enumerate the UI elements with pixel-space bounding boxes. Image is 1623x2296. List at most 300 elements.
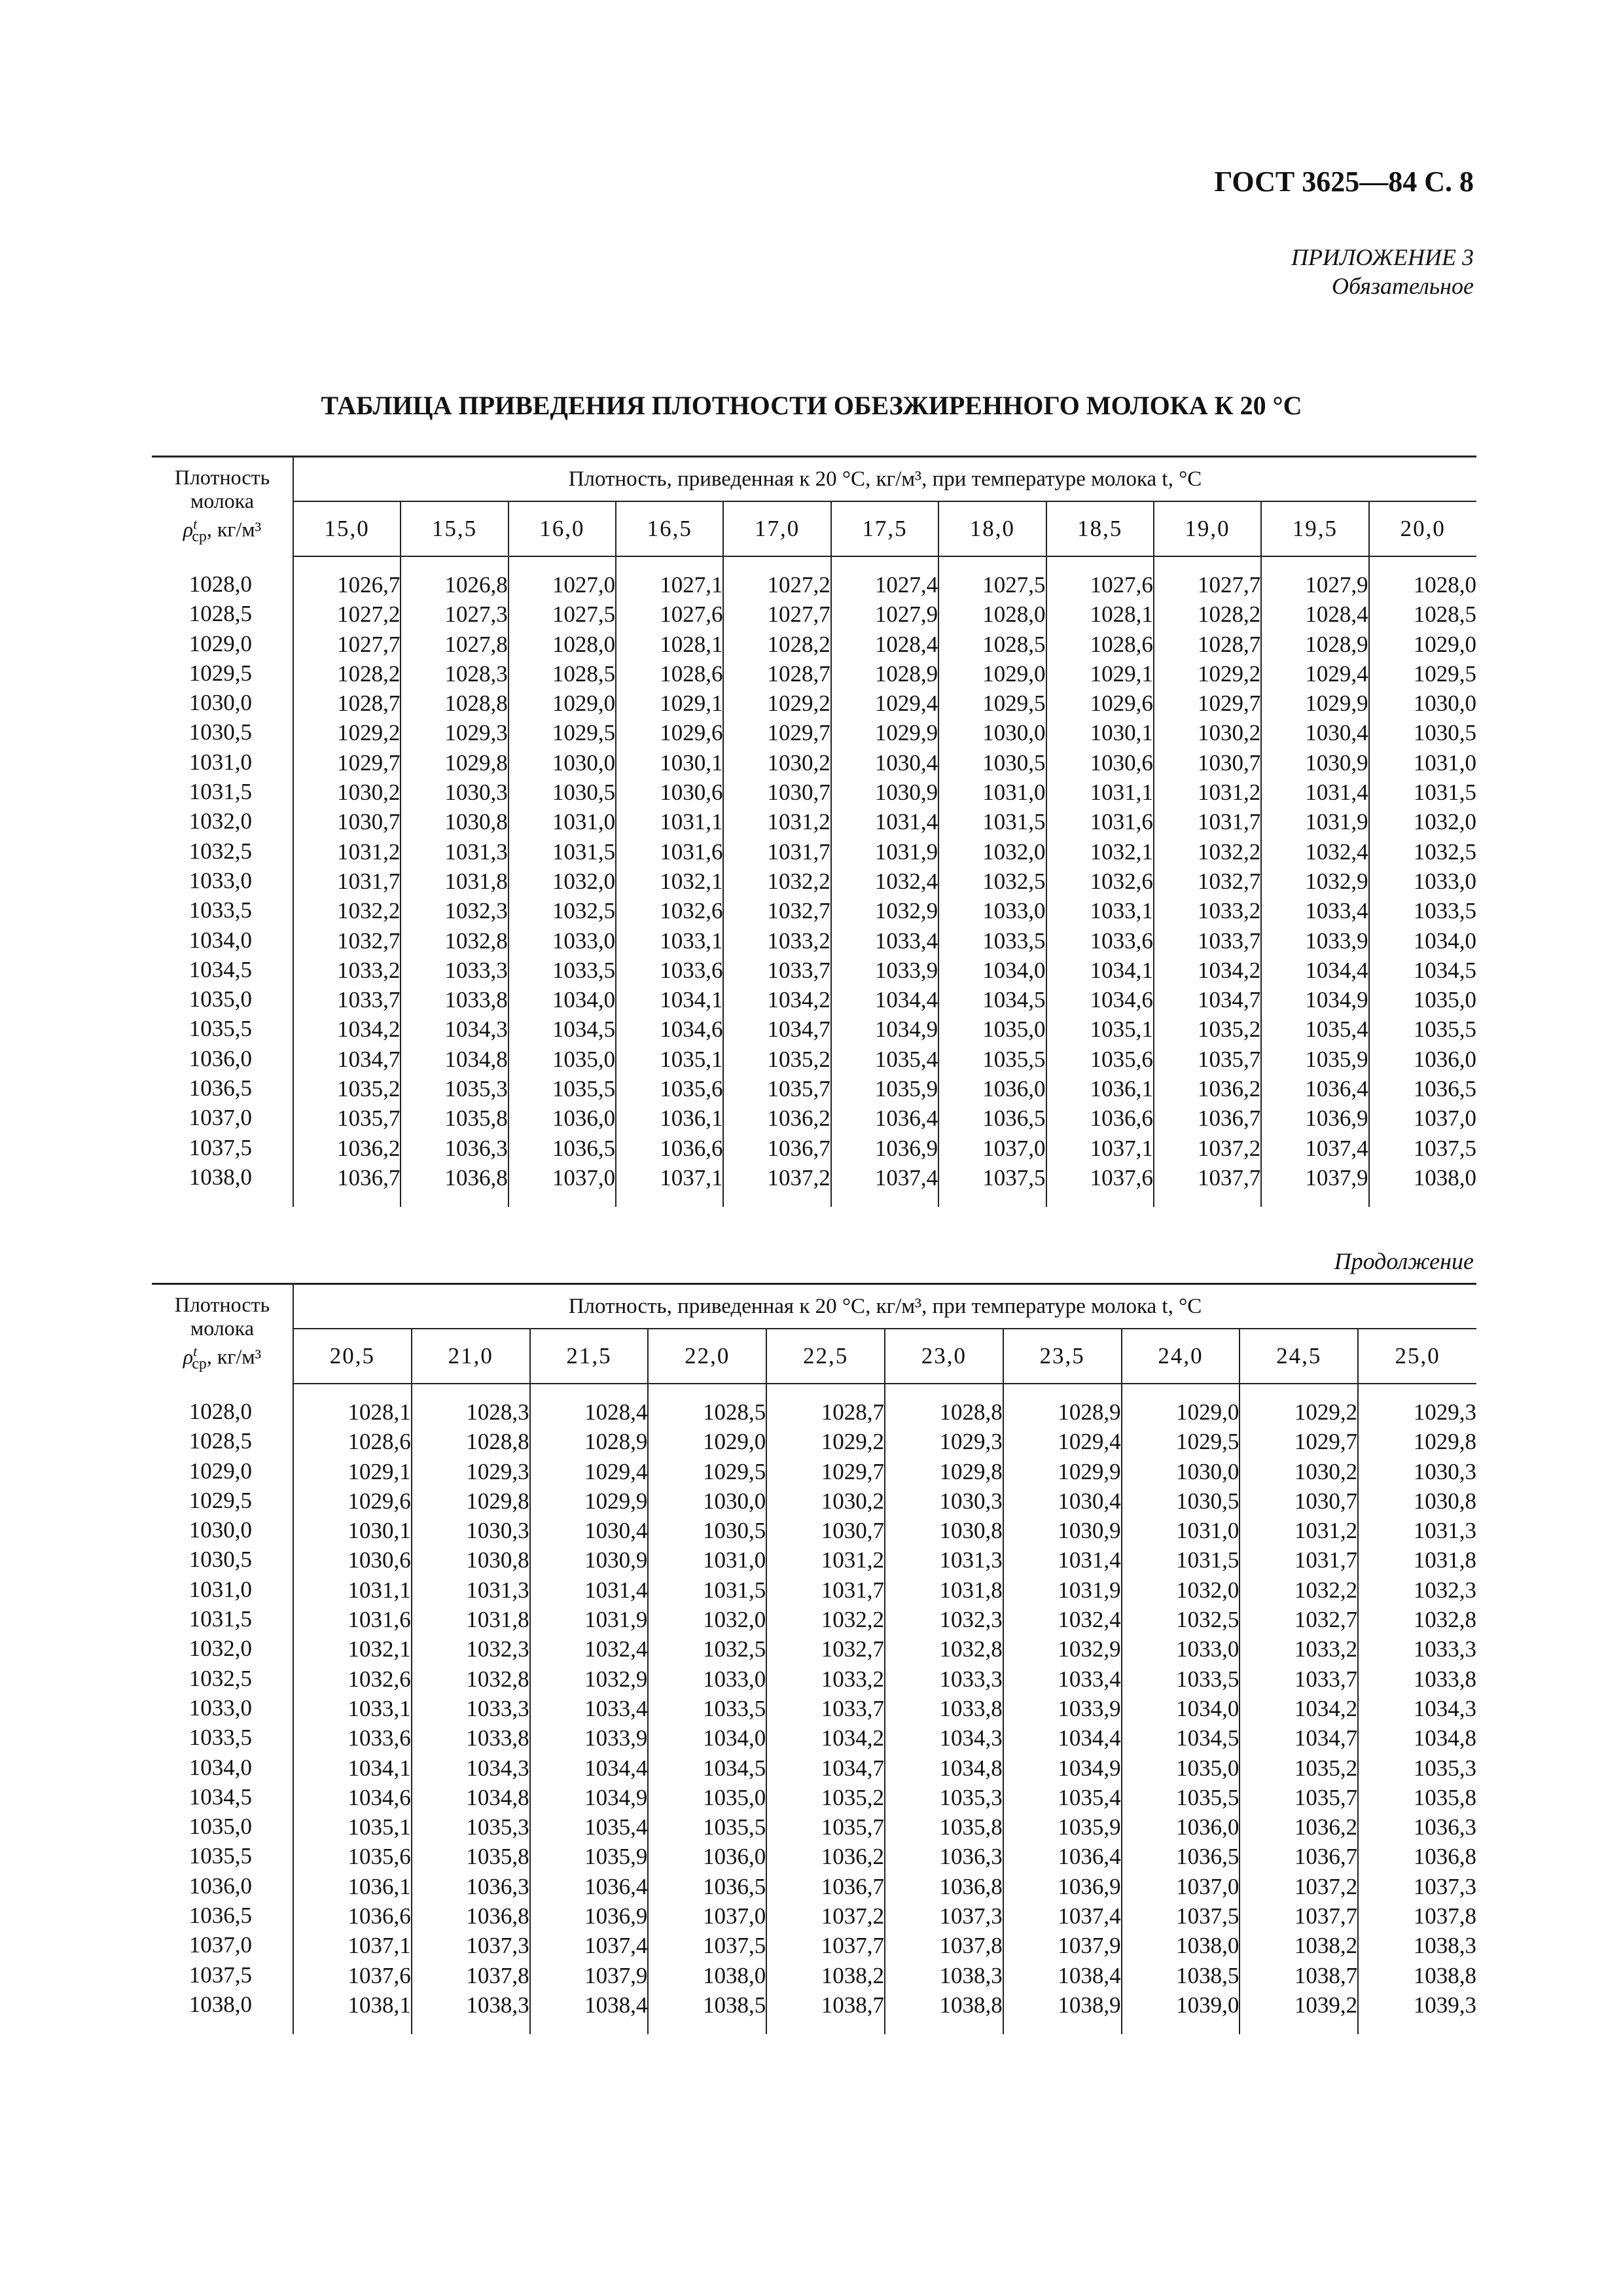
- table-cell: 1031,2: [767, 809, 830, 835]
- table-cell: 1031,5: [702, 1577, 766, 1603]
- table-cell: 1031,8: [1413, 1547, 1476, 1573]
- table-cell: 1033,0: [702, 1666, 766, 1692]
- value-column: [1003, 1384, 1122, 2034]
- table-cell: 1036,7: [1197, 1105, 1261, 1132]
- table-cell: 1030,5: [702, 1518, 766, 1544]
- table-cell: 1036,6: [348, 1903, 411, 1929]
- table-cell: 1032,4: [1305, 838, 1368, 865]
- table-cell: 1031,2: [337, 838, 401, 865]
- first-column-header: [152, 457, 293, 557]
- table-cell: 1037,3: [1413, 1873, 1476, 1899]
- table-cell: 1029,3: [466, 1458, 529, 1484]
- table-cell: 1028,8: [939, 1399, 1003, 1425]
- table-cell: 1033,6: [1090, 927, 1153, 954]
- table-cell: 1032,0: [1176, 1577, 1240, 1603]
- temperature-header: 24,0: [1122, 1329, 1240, 1384]
- table-cell: 1033,5: [552, 957, 616, 983]
- density-value: 1035,0: [188, 1814, 252, 1840]
- table-cell: 1037,6: [1090, 1164, 1153, 1191]
- table-cell: 1033,2: [1294, 1636, 1358, 1662]
- table-cell: 1030,2: [1197, 720, 1261, 746]
- table-cell: 1031,2: [1294, 1518, 1358, 1544]
- table-cell: 1030,9: [1305, 749, 1368, 776]
- table-cell: 1034,3: [444, 1016, 508, 1043]
- table-cell: 1028,3: [466, 1399, 529, 1425]
- table-cell: 1034,7: [767, 1016, 830, 1043]
- milk-label: молока: [190, 1316, 255, 1340]
- table-cell: 1028,8: [444, 691, 508, 717]
- table-cell: 1035,4: [874, 1046, 938, 1072]
- table-cell: 1030,5: [1176, 1488, 1240, 1514]
- table-cell: 1035,1: [1090, 1016, 1153, 1043]
- table-cell: 1027,2: [337, 601, 401, 628]
- table-cell: 1028,0: [1413, 572, 1476, 598]
- table-cell: 1032,8: [939, 1636, 1003, 1662]
- temperature-header: 23,0: [885, 1329, 1003, 1384]
- table-cell: 1031,6: [348, 1607, 411, 1633]
- table-cell: 1033,9: [584, 1725, 648, 1751]
- table-cell: 1039,2: [1294, 1992, 1358, 2018]
- table-cell: 1029,2: [821, 1429, 884, 1455]
- density-value: 1037,0: [188, 1932, 252, 1958]
- table-cell: 1030,7: [1294, 1488, 1358, 1514]
- table-cell: 1033,0: [552, 927, 616, 954]
- table-cell: 1028,7: [767, 660, 830, 687]
- table-cell: 1033,8: [939, 1695, 1003, 1721]
- table-cell: 1032,3: [444, 898, 508, 924]
- table-cell: 1028,6: [660, 660, 723, 687]
- rho-superscript: t: [193, 516, 198, 532]
- table-cell: 1037,5: [702, 1933, 766, 1959]
- table-cell: 1037,2: [1294, 1873, 1358, 1899]
- table-cell: 1033,9: [874, 957, 938, 983]
- density-value: 1034,5: [188, 956, 252, 982]
- value-column: [648, 1384, 766, 2034]
- table-cell: 1031,0: [1413, 749, 1476, 776]
- table-cell: 1029,3: [939, 1429, 1003, 1455]
- table-cell: 1029,5: [982, 691, 1046, 717]
- table-cell: 1033,7: [1294, 1666, 1358, 1692]
- table-cell: 1033,7: [1197, 927, 1261, 954]
- table-cell: 1034,0: [1413, 927, 1476, 954]
- table-cell: 1036,0: [982, 1076, 1046, 1102]
- value-column: [938, 556, 1046, 1207]
- table-cell: 1030,0: [1413, 691, 1476, 717]
- table-cell: 1030,3: [1413, 1458, 1476, 1484]
- table-cell: 1031,5: [982, 809, 1046, 835]
- temperature-header: 21,0: [412, 1329, 530, 1384]
- density-value: 1031,0: [188, 749, 252, 775]
- table-cell: 1035,2: [337, 1076, 401, 1102]
- temperature-header: 15,5: [401, 501, 508, 556]
- table-cell: 1030,4: [1305, 720, 1368, 746]
- table-cell: 1033,9: [1058, 1695, 1121, 1721]
- table-cell: 1039,3: [1413, 1992, 1476, 2018]
- table-cell: 1033,5: [982, 927, 1046, 954]
- table-cell: 1031,7: [1197, 809, 1261, 835]
- table-cell: 1032,7: [1294, 1607, 1358, 1633]
- table-cell: 1034,5: [982, 987, 1046, 1013]
- table-cell: 1029,0: [702, 1429, 766, 1455]
- table-cell: 1030,0: [552, 749, 616, 776]
- table-cell: 1029,5: [702, 1458, 766, 1484]
- table-cell: 1036,2: [1294, 1814, 1358, 1840]
- table-cell: 1032,5: [552, 898, 616, 924]
- temperature-header: 19,5: [1261, 501, 1368, 556]
- table-cell: 1033,2: [821, 1666, 884, 1692]
- table-cell: 1030,2: [767, 749, 830, 776]
- temperature-header: 16,0: [508, 501, 616, 556]
- table-cell: 1030,9: [584, 1547, 648, 1573]
- value-column: [831, 556, 938, 1207]
- table-cell: 1031,9: [584, 1607, 648, 1633]
- table-cell: 1033,7: [821, 1695, 884, 1721]
- table-cell: 1037,4: [1305, 1135, 1368, 1161]
- table-cell: 1035,5: [1176, 1784, 1240, 1810]
- table-cell: 1037,8: [1413, 1903, 1476, 1929]
- table-cell: 1035,8: [1413, 1784, 1476, 1810]
- table-cell: 1036,3: [444, 1135, 508, 1161]
- table-cell: 1038,5: [1176, 1962, 1240, 1988]
- table-cell: 1032,8: [1413, 1607, 1476, 1633]
- temperature-header: 16,5: [616, 501, 723, 556]
- unit-label: , кг/м³: [206, 1344, 262, 1369]
- table-cell: 1029,9: [1058, 1458, 1121, 1484]
- table-cell: 1030,3: [939, 1488, 1003, 1514]
- table-cell: 1031,8: [466, 1607, 529, 1633]
- table-cell: 1029,4: [584, 1458, 648, 1484]
- table-cell: 1034,6: [660, 1016, 723, 1043]
- table-cell: 1037,9: [1058, 1933, 1121, 1959]
- temperature-header: 24,5: [1240, 1329, 1358, 1384]
- value-column: [885, 1384, 1003, 2034]
- table-cell: 1027,3: [444, 601, 508, 628]
- table-cell: 1029,9: [584, 1488, 648, 1514]
- table-cell: 1031,6: [660, 838, 723, 865]
- table-cell: 1037,1: [660, 1164, 723, 1191]
- table-cell: 1032,4: [584, 1636, 648, 1662]
- table-cell: 1030,7: [821, 1518, 884, 1544]
- value-column: [1046, 556, 1154, 1207]
- table-cell: 1029,4: [1058, 1429, 1121, 1455]
- table-cell: 1035,7: [1197, 1046, 1261, 1072]
- table-cell: 1031,5: [1176, 1547, 1240, 1573]
- table-cell: 1034,4: [1058, 1725, 1121, 1751]
- density-value: 1032,0: [188, 808, 252, 834]
- table-cell: 1035,4: [1058, 1784, 1121, 1810]
- density-value: 1029,0: [188, 630, 252, 656]
- table-cell: 1029,8: [444, 749, 508, 776]
- table-cell: 1027,9: [874, 601, 938, 628]
- table-cell: 1037,3: [939, 1903, 1003, 1929]
- table-cell: 1028,6: [1090, 631, 1153, 657]
- table-cell: 1033,2: [767, 927, 830, 954]
- table-cell: 1033,6: [348, 1725, 411, 1751]
- appendix-type: Обязательное: [1332, 273, 1474, 299]
- table-cell: 1034,0: [1176, 1695, 1240, 1721]
- table-cell: 1034,1: [1090, 957, 1153, 983]
- table-cell: 1036,9: [584, 1903, 648, 1929]
- table-cell: 1037,4: [584, 1933, 648, 1959]
- table-cell: 1029,1: [1090, 660, 1153, 687]
- table-cell: 1036,8: [466, 1903, 529, 1929]
- table-cell: 1036,1: [348, 1873, 411, 1899]
- table-cell: 1031,0: [702, 1547, 766, 1573]
- table-cell: 1029,1: [660, 691, 723, 717]
- density-value: 1032,5: [188, 1665, 252, 1691]
- table-cell: 1029,6: [1090, 691, 1153, 717]
- table-cell: 1036,6: [1090, 1105, 1153, 1132]
- table-cell: 1038,2: [821, 1962, 884, 1988]
- table-cell: 1034,3: [1413, 1695, 1476, 1721]
- table-cell: 1032,3: [1413, 1577, 1476, 1603]
- table-cell: 1029,5: [1413, 660, 1476, 687]
- table-cell: 1037,9: [584, 1962, 648, 1988]
- milk-label: молока: [190, 489, 255, 512]
- table-cell: 1033,7: [767, 957, 830, 983]
- table-cell: 1037,3: [466, 1933, 529, 1959]
- table-cell: 1037,7: [1197, 1164, 1261, 1191]
- table-cell: 1030,5: [552, 780, 616, 806]
- density-table-2: [152, 1283, 1476, 2034]
- table-cell: 1031,7: [821, 1577, 884, 1603]
- table-cell: 1028,9: [1058, 1399, 1121, 1425]
- table-cell: 1034,9: [584, 1784, 648, 1810]
- density-value: 1038,0: [188, 1991, 252, 2017]
- table-cell: 1027,5: [982, 572, 1046, 598]
- table-cell: 1035,0: [702, 1784, 766, 1810]
- table-cell: 1028,9: [584, 1429, 648, 1455]
- table-cell: 1037,0: [1413, 1105, 1476, 1132]
- density-value: 1032,0: [188, 1636, 252, 1662]
- table-cell: 1031,3: [444, 838, 508, 865]
- table-cell: 1038,5: [702, 1992, 766, 2018]
- table-cell: 1035,3: [444, 1076, 508, 1102]
- table-cell: 1036,0: [1176, 1814, 1240, 1840]
- temperature-header: 25,0: [1358, 1329, 1476, 1384]
- document-reference: ГОСТ 3625—84 С. 8: [1214, 166, 1474, 198]
- table-cell: 1034,1: [660, 987, 723, 1013]
- temperature-header: 15,0: [293, 501, 401, 556]
- table-cell: 1036,0: [1413, 1046, 1476, 1072]
- table-cell: 1035,1: [660, 1046, 723, 1072]
- table-cell: 1036,8: [444, 1164, 508, 1191]
- table-cell: 1033,4: [1305, 898, 1368, 924]
- density-value: 1036,5: [188, 1075, 252, 1102]
- density-value: 1037,5: [188, 1962, 252, 1988]
- table-cell: 1029,0: [982, 660, 1046, 687]
- table-cell: 1030,7: [337, 809, 401, 835]
- table-cell: 1030,8: [466, 1547, 529, 1573]
- temperature-header: 18,0: [938, 501, 1046, 556]
- density-value: 1030,5: [188, 1547, 252, 1573]
- table-cell: 1029,8: [1413, 1429, 1476, 1455]
- table-cell: 1036,5: [1176, 1844, 1240, 1870]
- table-cell: 1029,4: [874, 691, 938, 717]
- table-cell: 1029,8: [939, 1458, 1003, 1484]
- unit-label: , кг/м³: [206, 517, 262, 541]
- density-value: 1034,0: [188, 1754, 252, 1780]
- table-cell: 1028,9: [1305, 631, 1368, 657]
- table-cell: 1032,5: [1176, 1607, 1240, 1633]
- table-cell: 1034,9: [1058, 1755, 1121, 1781]
- table-cell: 1037,0: [552, 1164, 616, 1191]
- table-cell: 1027,7: [337, 631, 401, 657]
- table-cell: 1027,8: [444, 631, 508, 657]
- table-cell: 1037,1: [1090, 1135, 1153, 1161]
- table-cell: 1029,7: [1294, 1429, 1358, 1455]
- table-cell: 1036,2: [1197, 1076, 1261, 1102]
- table-cell: 1034,2: [821, 1725, 884, 1751]
- rho-subscript: ср: [192, 528, 207, 546]
- table-cell: 1035,3: [939, 1784, 1003, 1810]
- table-cell: 1036,9: [874, 1135, 938, 1161]
- table-cell: 1029,2: [337, 720, 401, 746]
- table-cell: 1038,7: [821, 1992, 884, 2018]
- table-cell: 1028,2: [1197, 601, 1261, 628]
- table-cell: 1030,5: [1413, 720, 1476, 746]
- table-cell: 1031,0: [982, 780, 1046, 806]
- table-cell: 1030,2: [1294, 1458, 1358, 1484]
- table-cell: 1038,0: [702, 1962, 766, 1988]
- first-column-header: [152, 1284, 293, 1384]
- table-cell: 1032,0: [552, 868, 616, 894]
- table-cell: 1030,4: [1058, 1488, 1121, 1514]
- table-cell: 1034,2: [337, 1016, 401, 1043]
- density-symbol: [152, 512, 293, 548]
- table-cell: 1029,5: [552, 720, 616, 746]
- table-cell: 1037,7: [821, 1933, 884, 1959]
- table-cell: 1032,2: [337, 898, 401, 924]
- table-cell: 1036,7: [767, 1135, 830, 1161]
- table-cell: 1034,1: [348, 1755, 411, 1781]
- table-cell: 1029,7: [337, 749, 401, 776]
- table-cell: 1035,4: [1305, 1016, 1368, 1043]
- table-cell: 1029,6: [660, 720, 723, 746]
- table-cell: 1035,2: [767, 1046, 830, 1072]
- table-cell: 1028,9: [874, 660, 938, 687]
- table-cell: 1032,9: [1305, 868, 1368, 894]
- table-cell: 1034,8: [1413, 1725, 1476, 1751]
- density-value: 1033,0: [188, 867, 252, 893]
- temperature-header: 21,5: [530, 1329, 649, 1384]
- table-cell: 1031,2: [821, 1547, 884, 1573]
- table-cell: 1030,6: [1090, 749, 1153, 776]
- table-cell: 1030,0: [702, 1488, 766, 1514]
- table-cell: 1032,8: [466, 1666, 529, 1692]
- density-value: 1033,5: [188, 897, 252, 924]
- table-cell: 1032,7: [821, 1636, 884, 1662]
- table-cell: 1033,3: [939, 1666, 1003, 1692]
- table-cell: 1032,9: [874, 898, 938, 924]
- table-cell: 1036,8: [939, 1873, 1003, 1899]
- value-column: [723, 556, 830, 1207]
- table-cell: 1036,7: [1294, 1844, 1358, 1870]
- table-cell: 1035,1: [348, 1814, 411, 1840]
- table-cell: 1033,5: [702, 1695, 766, 1721]
- table-cell: 1033,5: [1413, 898, 1476, 924]
- density-value: 1028,0: [188, 571, 252, 597]
- table-cell: 1029,7: [1197, 691, 1261, 717]
- table-cell: 1032,8: [444, 927, 508, 954]
- table-cell: 1032,1: [1090, 838, 1153, 865]
- table-cell: 1034,9: [874, 1016, 938, 1043]
- table-cell: 1027,2: [767, 572, 830, 598]
- table-cell: 1032,4: [1058, 1607, 1121, 1633]
- table-cell: 1030,3: [466, 1518, 529, 1544]
- table-cell: 1030,8: [444, 809, 508, 835]
- table-cell: 1031,3: [1413, 1518, 1476, 1544]
- table-cell: 1027,5: [552, 601, 616, 628]
- value-column: [1240, 1384, 1358, 2034]
- table-cell: 1032,1: [660, 868, 723, 894]
- table-cell: 1037,7: [1294, 1903, 1358, 1929]
- density-table-1: [152, 456, 1476, 1207]
- value-column: [1154, 556, 1261, 1207]
- density-column: [152, 1384, 293, 2034]
- table-cell: 1031,2: [1197, 780, 1261, 806]
- density-label: Плотность: [174, 1293, 270, 1316]
- table-cell: 1037,6: [348, 1962, 411, 1988]
- density-value: 1030,5: [188, 719, 252, 745]
- table-cell: 1032,2: [821, 1607, 884, 1633]
- density-value: 1036,0: [188, 1873, 252, 1899]
- table-cell: 1035,5: [982, 1046, 1046, 1072]
- table-cell: 1031,8: [939, 1577, 1003, 1603]
- table-cell: 1027,1: [660, 572, 723, 598]
- table-cell: 1027,7: [1197, 572, 1261, 598]
- table-cell: 1029,7: [767, 720, 830, 746]
- table-cell: 1033,0: [1176, 1636, 1240, 1662]
- table-cell: 1028,5: [702, 1399, 766, 1425]
- table-cell: 1028,4: [1305, 601, 1368, 628]
- table-cell: 1037,8: [939, 1933, 1003, 1959]
- table-cell: 1038,1: [348, 1992, 411, 2018]
- table-cell: 1029,2: [1197, 660, 1261, 687]
- table-cell: 1031,9: [1058, 1577, 1121, 1603]
- table-cell: 1030,8: [1413, 1488, 1476, 1514]
- table-cell: 1034,8: [939, 1755, 1003, 1781]
- table-cell: 1034,8: [444, 1046, 508, 1072]
- table-cell: 1038,3: [1413, 1933, 1476, 1959]
- table-cell: 1032,4: [874, 868, 938, 894]
- table-cell: 1030,7: [767, 780, 830, 806]
- table-cell: 1036,4: [584, 1873, 648, 1899]
- table-cell: 1035,6: [1090, 1046, 1153, 1072]
- table-cell: 1031,4: [874, 809, 938, 835]
- table-cell: 1028,4: [874, 631, 938, 657]
- table-cell: 1035,2: [1197, 1016, 1261, 1043]
- table-cell: 1035,2: [1294, 1755, 1358, 1781]
- table-cell: 1028,4: [584, 1399, 648, 1425]
- density-value: 1036,5: [188, 1903, 252, 1929]
- table-cell: 1030,3: [444, 780, 508, 806]
- table-cell: 1035,5: [552, 1076, 616, 1102]
- table-cell: 1029,5: [1176, 1429, 1240, 1455]
- table-cell: 1029,9: [1305, 691, 1368, 717]
- table-cell: 1037,5: [1176, 1903, 1240, 1929]
- table-cell: 1034,7: [337, 1046, 401, 1072]
- table-cell: 1032,7: [1197, 868, 1261, 894]
- table-cell: 1028,2: [337, 660, 401, 687]
- table-cell: 1031,1: [1090, 780, 1153, 806]
- table-cell: 1030,6: [348, 1547, 411, 1573]
- table-cell: 1032,0: [982, 838, 1046, 865]
- value-column: [616, 556, 723, 1207]
- table-cell: 1028,5: [1413, 601, 1476, 628]
- table-cell: 1034,5: [1413, 957, 1476, 983]
- table-cell: 1030,1: [660, 749, 723, 776]
